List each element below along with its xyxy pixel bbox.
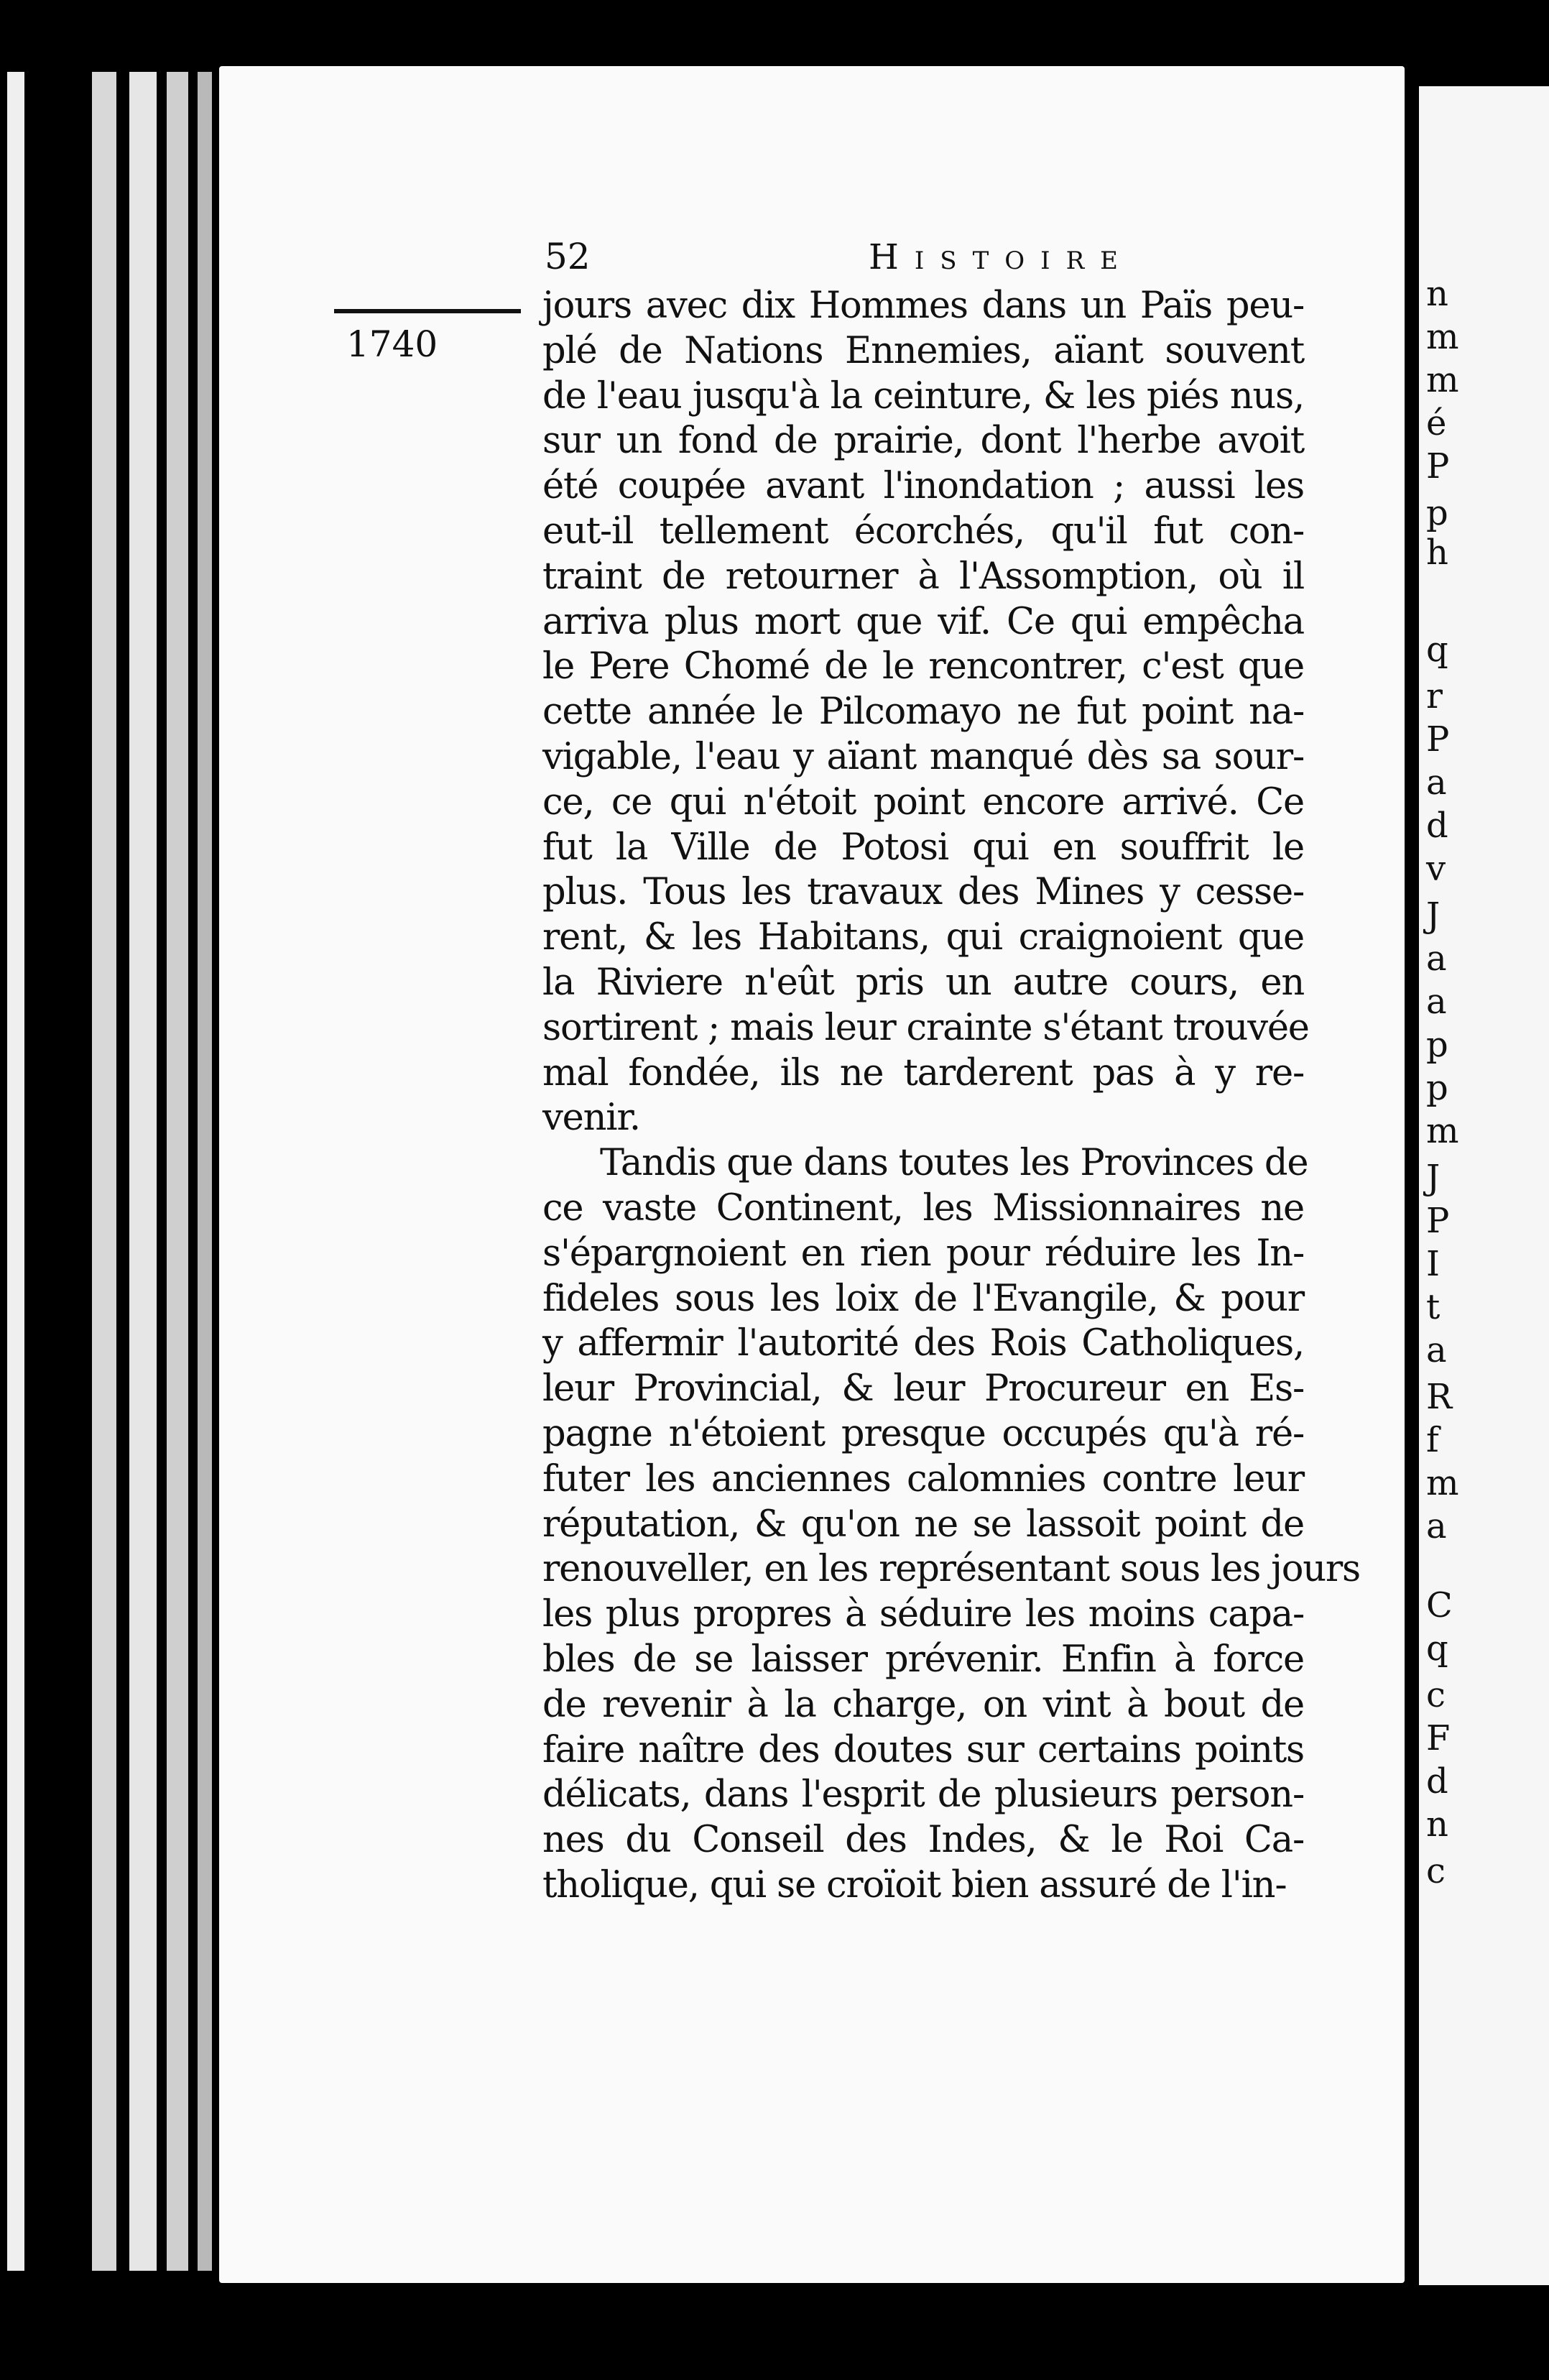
running-head xyxy=(545,236,1134,277)
facing-page-text: f xyxy=(1426,1420,1439,1460)
facing-page-text: a xyxy=(1426,1330,1447,1370)
facing-page-text: v xyxy=(1426,849,1446,889)
text-line: la Riviere n'eût pris un autre cours, en xyxy=(542,961,1304,1004)
facing-page-text: p xyxy=(1426,1025,1448,1065)
margin-rule xyxy=(334,309,521,313)
text-line: venir. xyxy=(542,1097,640,1140)
facing-page-text: n xyxy=(1426,274,1448,314)
text-line: nes du Conseil des Indes, & le Roi Ca- xyxy=(542,1819,1304,1862)
text-line: le Pere Chomé de le rencontrer, c'est que xyxy=(542,645,1304,688)
text-line: mal fondée, ils ne tarderent pas à y re- xyxy=(542,1051,1304,1094)
text-line: de revenir à la charge, on vint à bout de xyxy=(542,1683,1304,1726)
facing-page-text: P xyxy=(1426,446,1450,486)
text-line: Tandis que dans toutes les Provinces de xyxy=(600,1142,1308,1185)
text-line: pagne n'étoient presque occupés qu'à ré- xyxy=(542,1412,1304,1455)
facing-page-text: c xyxy=(1426,1851,1446,1891)
text-line: fut la Ville de Potosi qui en souffrit le xyxy=(542,826,1304,869)
facing-page-text: a xyxy=(1426,938,1447,979)
text-line: de l'eau jusqu'à la ceinture, & les piés nus, xyxy=(542,374,1304,418)
facing-page-text: q xyxy=(1426,629,1448,670)
facing-page-text: h xyxy=(1426,532,1448,573)
left-page-edge xyxy=(7,72,24,2271)
text-line: été coupée avant l'inondation ; aussi les xyxy=(542,465,1304,508)
facing-page-text: t xyxy=(1426,1287,1441,1327)
text-line: fideles sous les loix de l'Evangile, & pour xyxy=(542,1277,1304,1320)
facing-page-text: p xyxy=(1426,493,1448,533)
text-line: réputation, & qu'on ne se lassoit point de xyxy=(542,1503,1304,1546)
facing-page-text: P xyxy=(1426,719,1450,760)
running-head-title: Histoire xyxy=(869,237,1134,277)
facing-page-text: q xyxy=(1426,1628,1448,1669)
text-line: ce, ce qui n'étoit point encore arrivé. Ce xyxy=(542,780,1304,824)
facing-page-text: a xyxy=(1426,762,1447,803)
text-line: traint de retourner à l'Assomption, où il xyxy=(542,555,1304,598)
facing-page-text: d xyxy=(1426,806,1448,846)
page-stack-edge xyxy=(129,72,157,2271)
facing-page-text: J xyxy=(1426,895,1441,936)
facing-page-text: d xyxy=(1426,1761,1448,1802)
text-line: sortirent ; mais leur crainte s'étant trouvée xyxy=(542,1006,1309,1049)
text-line: arriva plus mort que vif. Ce qui empêcha xyxy=(542,600,1304,643)
facing-page-text: m xyxy=(1426,1463,1459,1503)
facing-page-text: a xyxy=(1426,982,1447,1022)
facing-page-text: a xyxy=(1426,1506,1447,1546)
text-line: délicats, dans l'esprit de plusieurs person- xyxy=(542,1774,1304,1817)
facing-page-text: F xyxy=(1426,1718,1451,1758)
facing-page-text: c xyxy=(1426,1675,1446,1715)
text-line: tholique, qui se croïoit bien assuré de l'in- xyxy=(542,1863,1287,1906)
text-line: leur Provincial, & leur Procureur en Es- xyxy=(542,1367,1304,1411)
body-text xyxy=(542,284,1360,1909)
page-stack-edge xyxy=(167,72,188,2271)
text-line: y affermir l'autorité des Rois Catholiques, xyxy=(542,1322,1304,1365)
facing-page-fragment xyxy=(1419,86,1549,2285)
text-line: plus. Tous les travaux des Mines y cesse- xyxy=(542,871,1304,914)
page-number: 52 xyxy=(545,236,591,277)
text-line: ce vaste Continent, les Missionnaires ne xyxy=(542,1186,1304,1230)
facing-page-text: m xyxy=(1426,1111,1459,1151)
text-line: plé de Nations Ennemies, aïant souvent xyxy=(542,329,1304,372)
text-line: bles de se laisser prévenir. Enfin à force xyxy=(542,1638,1304,1681)
text-line: s'épargnoient en rien pour réduire les In- xyxy=(542,1232,1304,1275)
facing-page-text: r xyxy=(1426,676,1443,716)
facing-page-text: p xyxy=(1426,1068,1448,1108)
page-stack-edge xyxy=(198,72,212,2271)
text-line: eut-il tellement écorchés, qu'il fut con- xyxy=(542,509,1304,553)
facing-page-text: n xyxy=(1426,1804,1448,1845)
text-line: futer les anciennes calomnies contre leur xyxy=(542,1457,1304,1500)
facing-page-text: C xyxy=(1426,1585,1453,1625)
text-line: rent, & les Habitans, qui craignoient que xyxy=(542,916,1304,959)
text-line: jours avec dix Hommes dans un Païs peu- xyxy=(542,285,1304,327)
page-stack-edge xyxy=(92,72,116,2271)
facing-page-text: R xyxy=(1426,1377,1453,1417)
facing-page-text: m xyxy=(1426,360,1459,400)
facing-page-text: m xyxy=(1426,317,1459,357)
text-line: faire naître des doutes sur certains points xyxy=(542,1728,1304,1771)
text-line: vigable, l'eau y aïant manqué dès sa sour- xyxy=(542,735,1304,778)
text-line: cette année le Pilcomayo ne fut point na- xyxy=(542,691,1304,734)
text-line: sur un fond de prairie, dont l'herbe avoit xyxy=(542,420,1304,463)
text-line: les plus propres à séduire les moins capa- xyxy=(542,1593,1304,1636)
facing-page-text: J xyxy=(1426,1158,1441,1198)
text-line: renouveller, en les représentant sous les jours xyxy=(542,1548,1360,1591)
facing-page-text: é xyxy=(1426,403,1447,443)
margin-year: 1740 xyxy=(346,323,438,365)
facing-page-text: P xyxy=(1426,1201,1450,1241)
facing-page-text: I xyxy=(1426,1244,1440,1284)
